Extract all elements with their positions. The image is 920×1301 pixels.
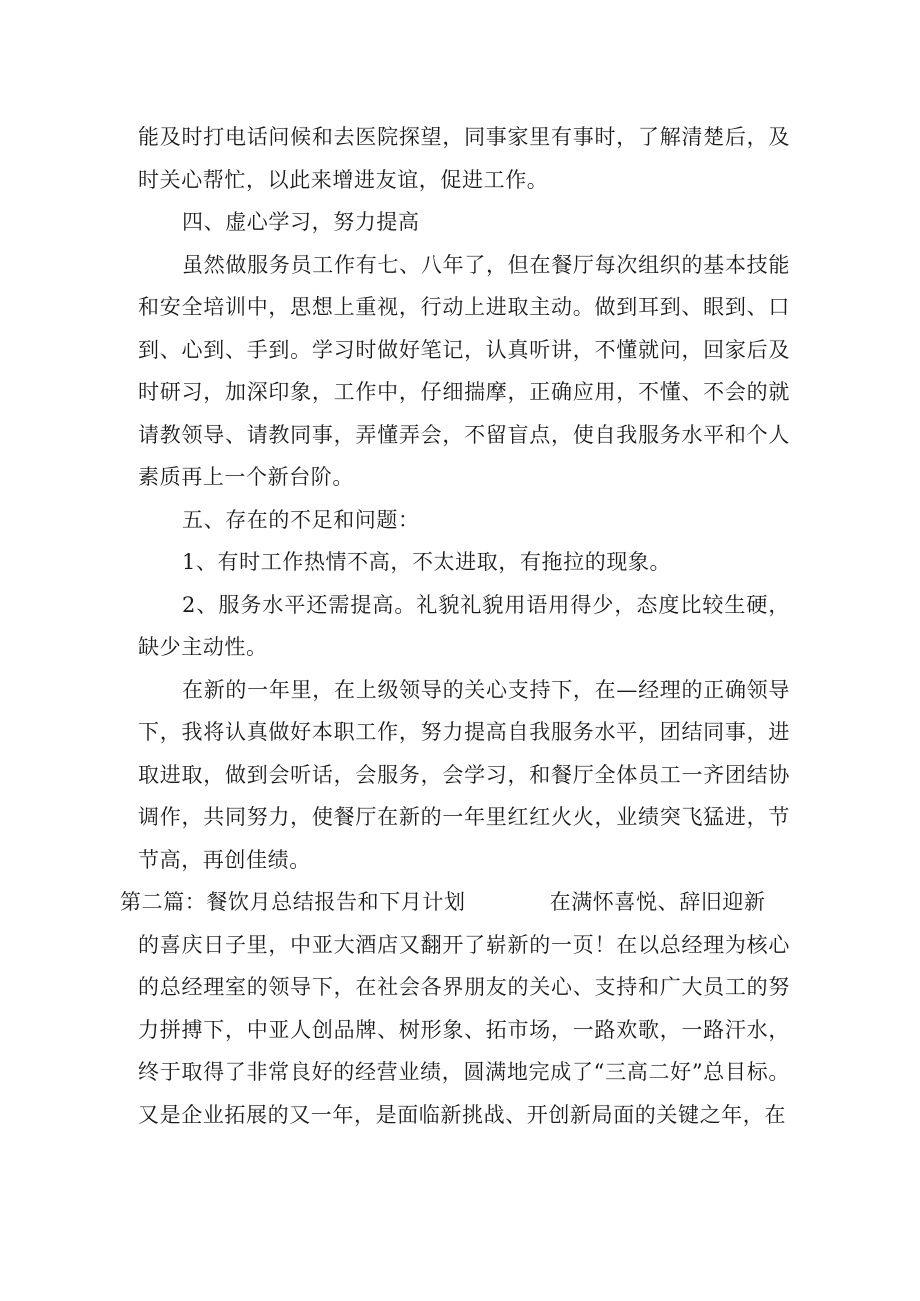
paragraph-study: 虽然做服务员工作有七、八年了，但在餐厅每次组织的基本技能和安全培训中，思想上重视，行动上进取主动。做到耳到、眼到、口到、心到、手到。学习时做好笔记，认真听讲，不懂就问，回家后及时研习，加深印象，工作中，仔细揣摩，正确应用，不懂、不会的就请教领导、请教同事，弄懂弄会，不留盲点，使自我服务水平和个人素质再上一个新台阶。 (138, 252, 790, 489)
paragraph-care-colleagues: 能及时打电话问候和去医院探望，同事家里有事时，了解清楚后，及时关心帮忙，以此来增进友谊，促进工作。 (138, 125, 790, 192)
list-item-1: 1、有时工作热情不高，不太进取，有拖拉的现象。 (182, 550, 672, 574)
section-heading-four: 四、虚心学习，努力提高 (182, 210, 420, 234)
paragraph-new-year: 在新的一年里，在上级领导的关心支持下，在—经理的正确领导下，我将认真做好本职工作，努力提高自我服务水平，团结同事，进取进取，做到会听话，会服务，会学习，和餐厅全体员工一齐团结协调作，共同努力，使餐厅在新的一年里红红火火，业绩突飞猛进，节节高，再创佳绩。 (138, 677, 790, 872)
list-item-2: 2、服务水平还需提高。礼貌礼貌用语用得少，态度比较生硬，缺少主动性。 (138, 592, 790, 659)
article-two-opening: 在满怀喜悦、辞旧迎新 (549, 890, 766, 914)
article-two-title: 第二篇：餐饮月总结报告和下月计划 (120, 890, 466, 914)
section-heading-five: 五、存在的不足和问题： (182, 507, 420, 532)
article-two-title-line (120, 881, 790, 924)
paragraph-hotel: 的喜庆日子里，中亚大酒店又翻开了崭新的一页！在以总经理为核心的总经理室的领导下，在社会各界朋友的关心、支持和广大员工的努力拼搏下，中亚人创品牌、树形象、拓市场，一路欢歌，一路汗水，终于取得了非常良好的经营业绩，圆满地完成了“三高二好”总目标。又是企业拓展的又一年，是面临新挑战、开创新局面的关键之年，在 (138, 932, 790, 1127)
